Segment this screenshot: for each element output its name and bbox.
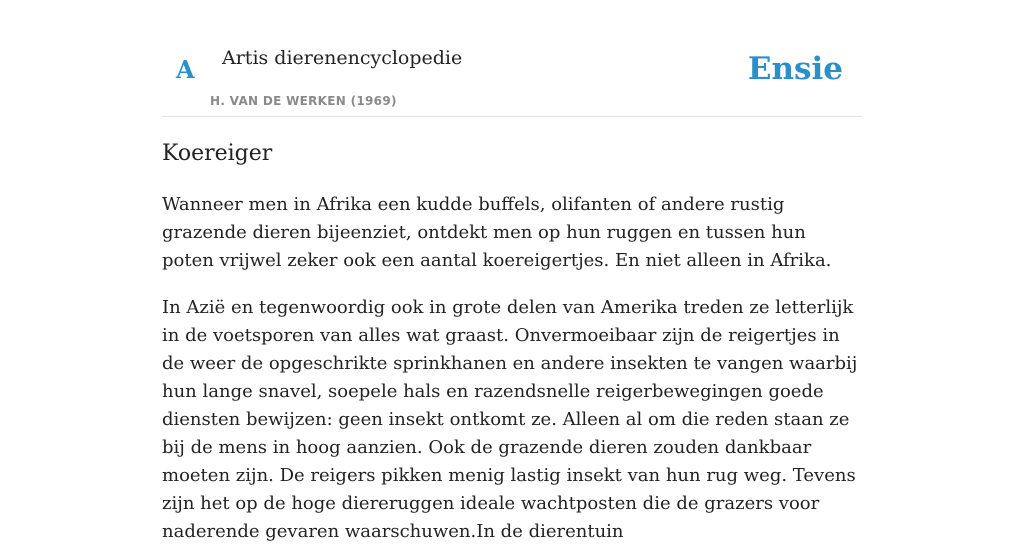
source-author: H. VAN DE WERKEN (1969) xyxy=(210,94,397,108)
article-title: Koereiger xyxy=(162,141,273,166)
source-header xyxy=(162,0,862,117)
source-logo-icon[interactable]: A xyxy=(176,55,195,84)
article-paragraph: In Azië en tegenwoordig ook in grote delen van Amerika treden ze letterlijk in de voetsporen van alles wat graast. Onvermoeibaar zijn de reigertjes in de weer de opgeschrikte sprinkhanen en andere insekten te vangen waarbij hun lange snavel, soepele hals en razendsnelle reigerbewegingen goede diensten bewijzen: geen insekt ontkomt ze. Alleen al om die reden staan ze bij de mens in hoog aanzien. Ook de grazende dieren zouden dankbaar moeten zijn. De reigers pikken menig lastig insekt van hun rug weg. Tevens zijn het op de hoge diereruggen ideale wachtposten die de grazers voor naderende gevaren waarschuwen.In de dierentuin xyxy=(162,297,858,542)
source-title-link[interactable]: Artis dierenencyclopedie xyxy=(222,47,463,69)
article-paragraph: Wanneer men in Afrika een kudde buffels, olifanten of andere rustig grazende dieren bijeenziet, ontdekt men op hun ruggen en tussen hun poten vrijwel zeker ook een aantal koereigertjes. En niet alleen in Afrika. xyxy=(162,194,832,271)
brand-logo-link[interactable]: Ensie xyxy=(747,51,843,87)
article xyxy=(162,136,862,546)
